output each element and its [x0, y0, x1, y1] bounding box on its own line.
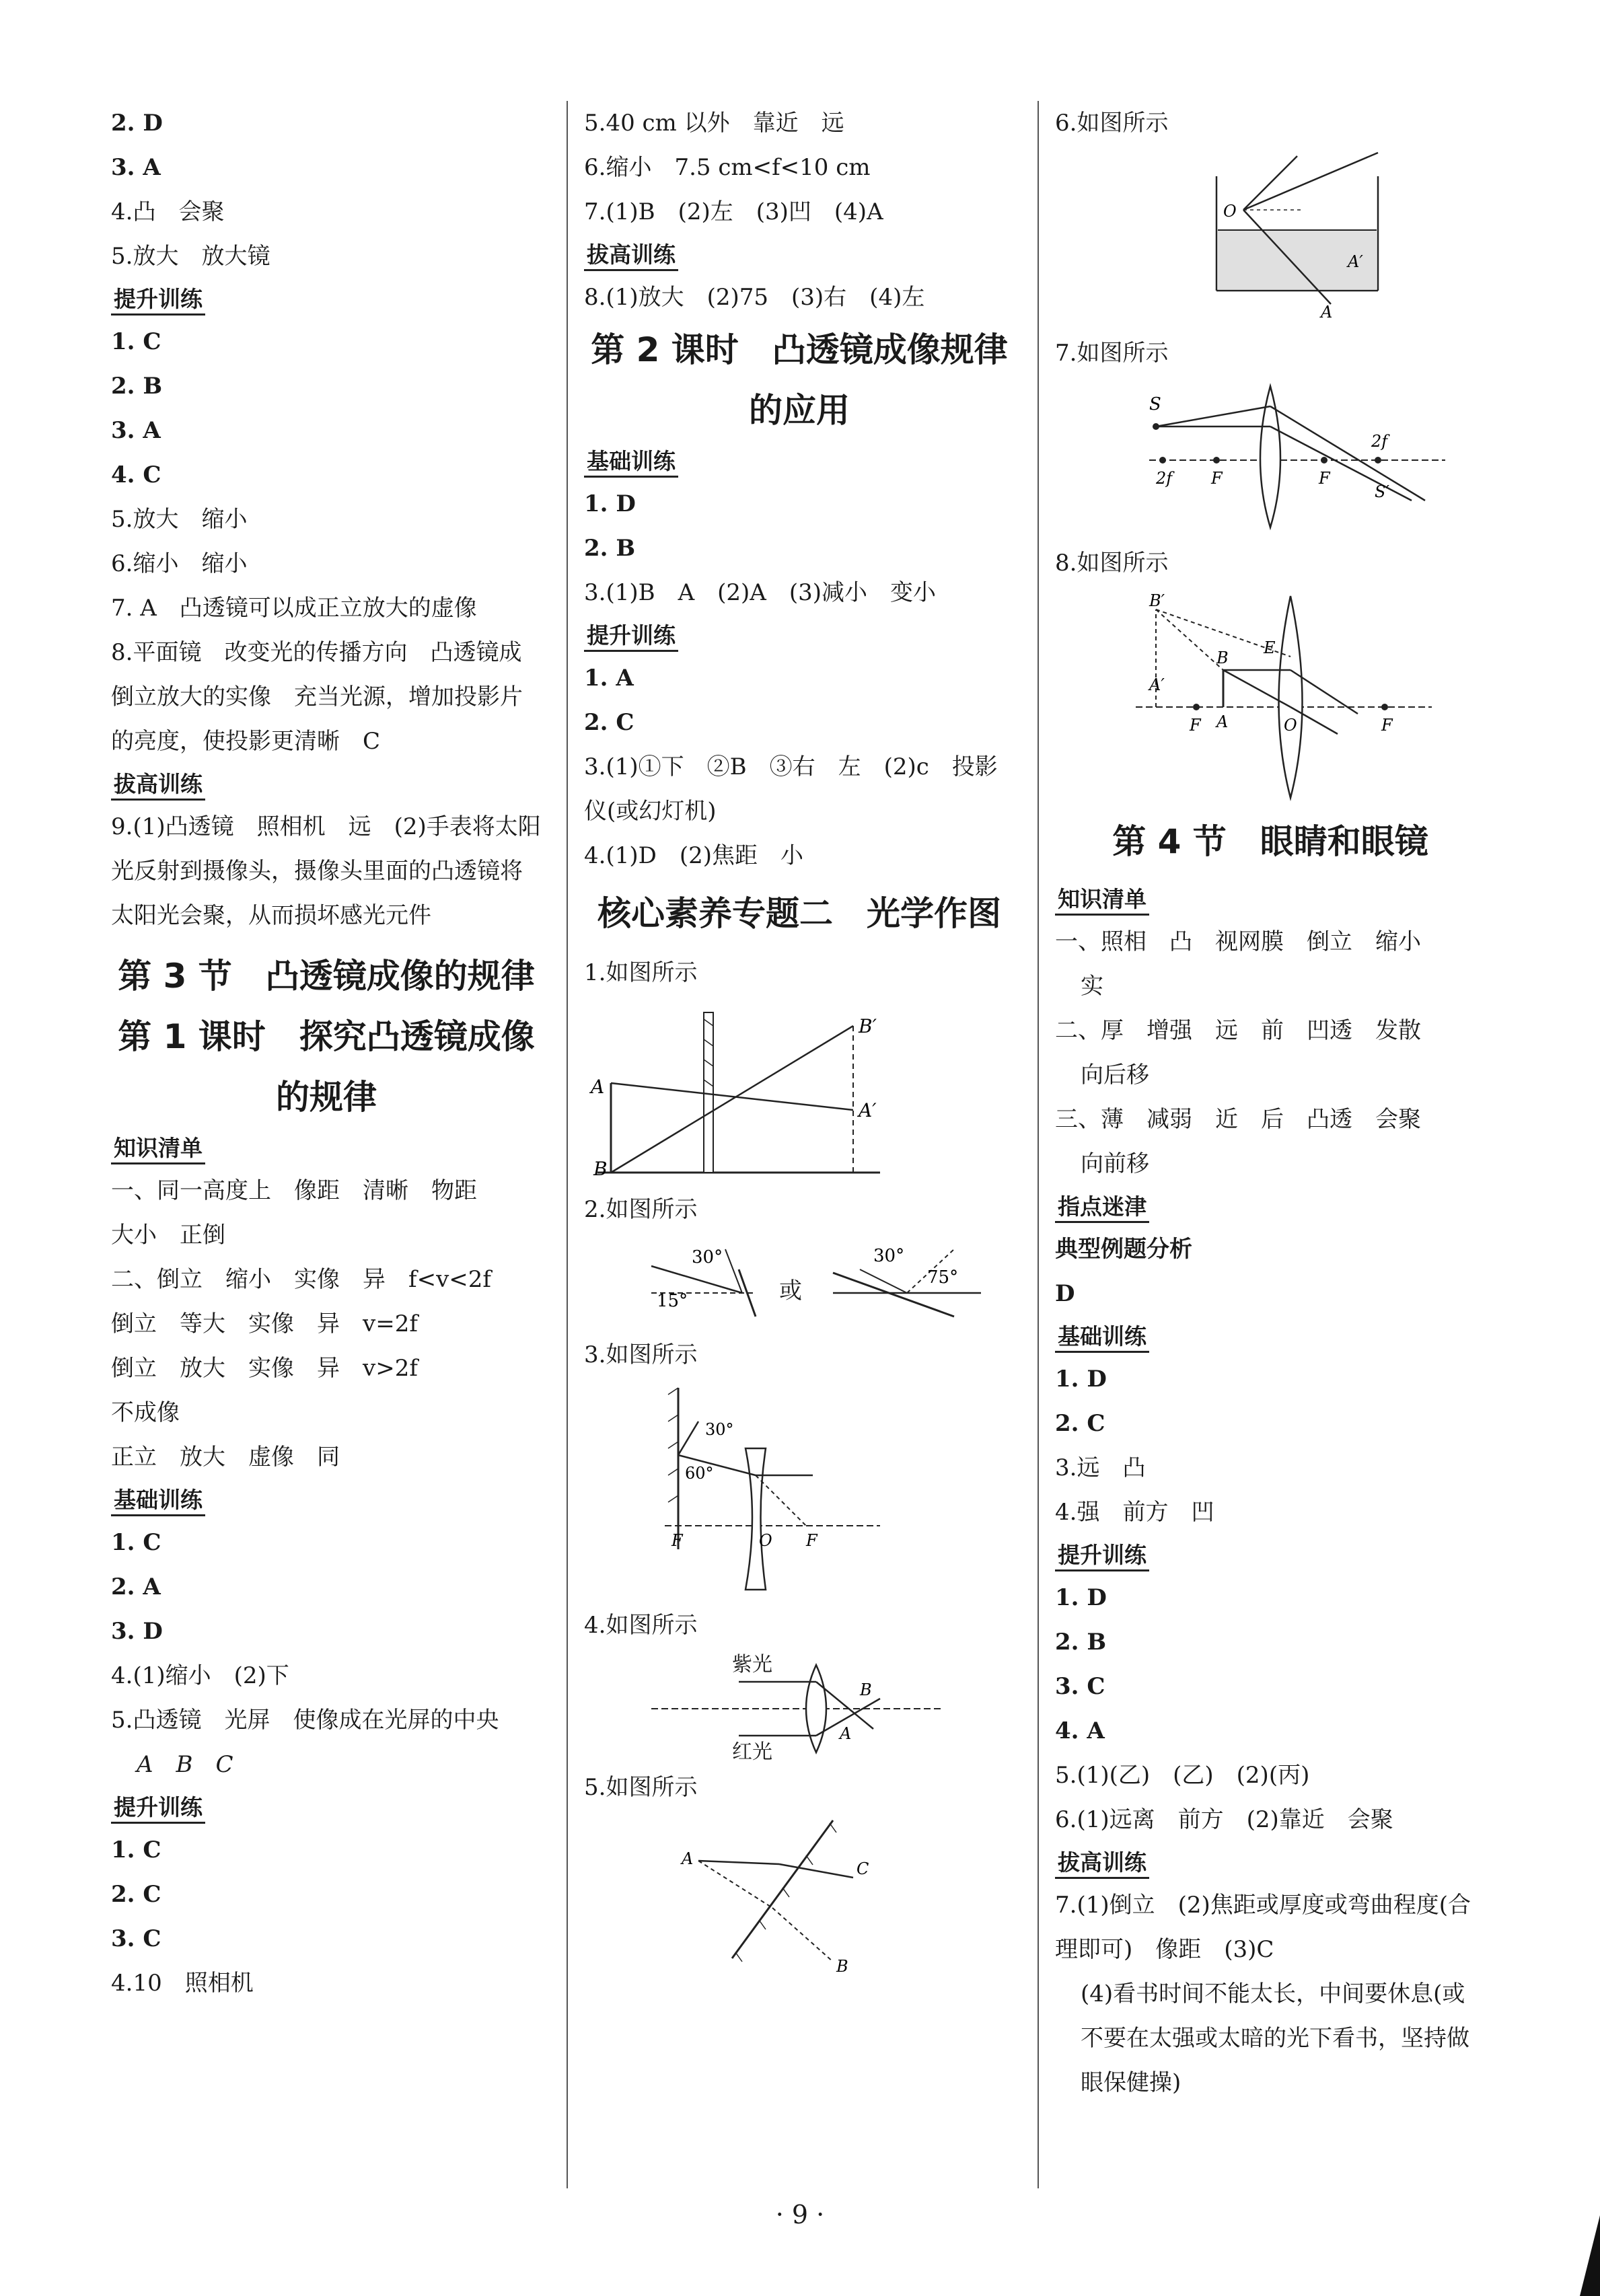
svg-text:A: A: [1321, 303, 1333, 322]
section-label: 提升训练: [1055, 1541, 1149, 1571]
svg-text:F: F: [806, 1531, 817, 1550]
answer-line: 2. C: [111, 1881, 161, 1908]
svg-text:E: E: [1264, 638, 1276, 657]
section-label: 知识清单: [111, 1134, 205, 1164]
knowledge-line: 三、薄 减弱 近 后 凸透 会聚: [1055, 1106, 1421, 1133]
svg-text:30°: 30°: [692, 1247, 723, 1267]
figure-2-reflection-a: [638, 1236, 766, 1330]
knowledge-line: 正立 放大 虚像 同: [111, 1444, 340, 1471]
svg-text:F: F: [1190, 716, 1201, 735]
answer-line: 1. D: [1055, 1366, 1107, 1393]
figure-label: 7.如图所示: [1055, 340, 1169, 367]
svg-text:F: F: [1381, 716, 1393, 735]
section-label: 基础训练: [111, 1486, 205, 1516]
lesson-heading: 第 2 课时 凸透镜成像规律的应用: [591, 330, 1008, 430]
lesson-heading: 第 1 课时 探究凸透镜成像的规律: [118, 1017, 535, 1117]
figure-label: 6.如图所示: [1055, 110, 1169, 137]
answer-line: 3. C: [1055, 1673, 1105, 1700]
answer-line: 6.(1)远离 前方 (2)靠近 会聚: [1055, 1806, 1393, 1833]
answer-line: (4)看书时间不能太长，中间要休息(或不要在太强或太暗的光下看书，坚持做眼保健操): [1081, 1980, 1469, 2096]
answer-line: 4.凸 会聚: [111, 198, 225, 225]
figure-7-convex-lens: [1129, 379, 1452, 534]
section-label: 提升训练: [111, 1793, 205, 1824]
figure-label: 5.如图所示: [584, 1774, 698, 1801]
answer-line: 2. A: [111, 1573, 161, 1600]
answer-line: D: [1055, 1280, 1075, 1307]
column-2: [584, 101, 1015, 1982]
figure-6-refraction-water: [1156, 149, 1439, 324]
answer-line: 3. A: [111, 417, 161, 444]
svg-text:F: F: [1211, 469, 1223, 488]
column-1: [111, 101, 542, 2005]
knowledge-line: 一、同一高度上 像距 清晰 物距: [111, 1177, 477, 1204]
knowledge-line: 向后移: [1081, 1062, 1149, 1088]
answer-line: 4.(1)缩小 (2)下: [111, 1662, 289, 1689]
section-label: 知识清单: [1055, 885, 1149, 916]
answer-line: 3. A: [111, 154, 161, 181]
knowledge-line: 一、照相 凸 视网膜 倒立 缩小: [1055, 928, 1421, 955]
answer-line: 4.强 前方 凹: [1055, 1499, 1214, 1526]
answer-line: 2. C: [584, 709, 634, 736]
answer-line: 2. B: [111, 373, 163, 400]
knowledge-line: 倒立 等大 实像 异 v=2f: [111, 1310, 418, 1337]
answer-line: 4.(1)D (2)焦距 小: [584, 842, 804, 869]
svg-text:60°: 60°: [685, 1464, 714, 1483]
answer-line: 8.平面镜 改变光的传播方向 凸透镜成倒立放大的实像 充当光源，增加投影片的亮度，使投影更清晰 C: [111, 639, 523, 755]
section-heading: 第 3 节 凸透镜成像的规律: [118, 957, 535, 996]
svg-text:A′: A′: [1348, 252, 1363, 271]
section-label: 拔高训练: [111, 770, 205, 801]
svg-text:A: A: [1216, 712, 1229, 731]
answer-line: 5.(1)(乙) (乙) (2)(丙): [1055, 1762, 1310, 1789]
section-label: 拔高训练: [584, 241, 678, 271]
svg-text:B′: B′: [1149, 591, 1165, 610]
answer-line: 7. A 凸透镜可以成正立放大的虚像: [111, 595, 477, 622]
figure-2-wrap: [584, 1232, 1015, 1333]
answer-line: 7.(1)B (2)左 (3)凹 (4)A: [584, 198, 883, 225]
figure-4-red-label: 红光: [732, 1740, 772, 1764]
knowledge-line: 实: [1081, 973, 1103, 1000]
answer-line: 3.远 凸: [1055, 1454, 1146, 1481]
figure-label: 3.如图所示: [584, 1341, 698, 1368]
svg-text:B: B: [593, 1158, 608, 1180]
svg-text:A′: A′: [1149, 675, 1165, 694]
answer-line: 5.放大 放大镜: [111, 243, 270, 270]
svg-text:S′: S′: [1375, 482, 1389, 501]
svg-text:B: B: [836, 1957, 848, 1975]
answer-line: 1. C: [111, 1529, 161, 1556]
svg-text:A: A: [591, 1076, 605, 1098]
answer-line: 3. D: [111, 1618, 163, 1645]
svg-text:75°: 75°: [927, 1267, 959, 1288]
knowledge-line: 大小 正倒: [111, 1222, 225, 1249]
column-3: [1055, 101, 1486, 2105]
answer-line: 3.(1)①下 ②B ③右 左 (2)c 投影仪(或幻灯机): [584, 753, 998, 825]
svg-text:A: A: [682, 1849, 694, 1868]
column-divider-1: [567, 101, 568, 2188]
figure-label: 4.如图所示: [584, 1612, 698, 1639]
answer-line: 1. A: [584, 665, 634, 692]
answer-line: A B C: [137, 1751, 233, 1778]
svg-text:15°: 15°: [657, 1291, 688, 1311]
section-label: 拔高训练: [1055, 1849, 1149, 1879]
section-label: 提升训练: [584, 622, 678, 652]
answer-line: 7.(1)倒立 (2)焦距或厚度或弯曲程度(合理即可) 像距 (3)C: [1055, 1892, 1471, 1963]
answer-line: 5.40 cm 以外 靠近 远: [584, 110, 844, 137]
answer-line: 2. B: [584, 535, 636, 562]
answer-line: 4. C: [111, 461, 161, 488]
figure-label: 1.如图所示: [584, 959, 698, 986]
subheading: 典型例题分析: [1055, 1236, 1192, 1263]
answer-line: 4. A: [1055, 1717, 1105, 1744]
svg-text:2f: 2f: [1156, 469, 1173, 488]
svg-text:O: O: [1223, 202, 1237, 221]
answer-line: 2. B: [1055, 1629, 1107, 1656]
column-divider-2: [1038, 101, 1039, 2188]
svg-text:F: F: [1319, 469, 1330, 488]
section-label: 基础训练: [584, 447, 678, 478]
answer-line: 3.(1)B A (2)A (3)减小 变小: [584, 579, 937, 606]
answer-line: 6.缩小 7.5 cm<f<10 cm: [584, 154, 871, 181]
figure-2-reflection-b: [820, 1236, 988, 1330]
answer-line: 3. C: [111, 1925, 161, 1952]
section-label: 指点迷津: [1055, 1193, 1149, 1223]
answer-line: 5.凸透镜 光屏 使像成在光屏的中央: [111, 1707, 499, 1734]
svg-text:B′: B′: [859, 1015, 877, 1037]
figure-2-or: 或: [779, 1277, 802, 1304]
knowledge-line: 倒立 放大 实像 异 v>2f: [111, 1355, 418, 1382]
figure-4-wrap: [584, 1647, 1015, 1765]
svg-text:S: S: [1149, 394, 1161, 414]
figure-label: 2.如图所示: [584, 1196, 698, 1223]
svg-text:A: A: [840, 1724, 852, 1743]
svg-text:A′: A′: [859, 1099, 877, 1121]
figure-label: 8.如图所示: [1055, 550, 1169, 577]
svg-text:30°: 30°: [873, 1246, 905, 1266]
knowledge-line: 向前移: [1081, 1150, 1149, 1177]
knowledge-line: 二、厚 增强 远 前 凹透 发散: [1055, 1017, 1421, 1044]
topic-heading: 核心素养专题二 光学作图: [597, 894, 1001, 933]
svg-text:30°: 30°: [705, 1420, 734, 1439]
svg-text:O: O: [759, 1531, 772, 1550]
answer-line: 1. D: [1055, 1584, 1107, 1611]
answer-line: 8.(1)放大 (2)75 (3)右 (4)左: [584, 284, 925, 311]
answer-line: 6.缩小 缩小: [111, 550, 248, 577]
figure-1-plane-mirror: [584, 999, 907, 1181]
answer-line: 9.(1)凸透镜 照相机 远 (2)手表将太阳光反射到摄像头，摄像头里面的凸透镜将太阳光会聚，从而损坏感光元件: [111, 813, 541, 929]
svg-text:B: B: [860, 1680, 872, 1699]
corner-mark: [1580, 2215, 1600, 2296]
svg-text:F: F: [671, 1531, 683, 1550]
figure-3-mirror-lens: [658, 1381, 900, 1596]
answer-line: 1. D: [584, 490, 636, 517]
answer-line: 5.放大 缩小: [111, 506, 248, 533]
section-label: 基础训练: [1055, 1323, 1149, 1353]
answer-line: 1. C: [111, 1837, 161, 1863]
answer-line: 1. C: [111, 328, 161, 355]
figure-8-magnifier: [1129, 589, 1439, 805]
answer-line: 2. C: [1055, 1410, 1105, 1437]
answer-line: 2. D: [111, 110, 163, 137]
svg-text:B: B: [1216, 649, 1229, 667]
section-label: 提升训练: [111, 285, 205, 316]
figure-5-mirror-reflection: [678, 1814, 907, 1975]
svg-text:2f: 2f: [1371, 432, 1388, 451]
svg-text:O: O: [1284, 716, 1297, 735]
figure-4-violet-label: 紫光: [732, 1653, 772, 1676]
svg-text:C: C: [857, 1859, 869, 1878]
page-number: · 9 ·: [775, 2200, 825, 2229]
section-heading: 第 4 节 眼睛和眼镜: [1112, 822, 1428, 861]
figure-4-dispersion: [651, 1652, 947, 1769]
knowledge-line: 不成像: [111, 1399, 180, 1426]
knowledge-line: 二、倒立 缩小 实像 异 f<v<2f: [111, 1266, 491, 1293]
answer-line: 4.10 照相机: [111, 1970, 254, 1997]
